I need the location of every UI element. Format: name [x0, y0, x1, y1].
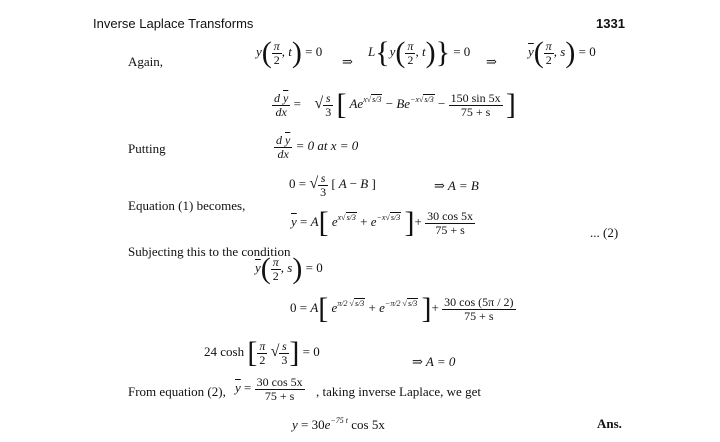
again-label: Again, — [128, 54, 164, 69]
final-rhs: cos 5x — [351, 417, 385, 432]
subjecting-label: Subjecting this to the condition — [128, 244, 291, 259]
cosh-equation: 24 cosh [ $\frac{\pi}{2}$ √ $\frac{s}{3}$ ] = 0 — [204, 336, 320, 370]
final-solution: $y = 30e^{-75 t}$ cos 5x — [292, 416, 385, 432]
numerator-150-sin: 150 sin 5x — [450, 91, 501, 105]
page-number: 1331 — [596, 16, 625, 31]
numerator-30-cos-final: 30 cos 5x — [256, 375, 303, 389]
ybar-expression: $\overline{y}$ = $\frac{30 \cos 5x}{75 + s}$ — [235, 375, 303, 403]
equation-1-becomes-label: Equation (1) becomes, — [128, 198, 246, 213]
numerator-30-cos: 30 cos 5x — [427, 209, 474, 223]
implies-a-zero: ⇒ A = 0 — [412, 354, 456, 369]
from-equation-2-label: From equation (2), — [128, 384, 226, 399]
dydx-zero-at-text: = 0 at x = 0 — [295, 138, 359, 154]
denominator-75-plus-s-3: 75 + s — [442, 309, 515, 323]
substituted-equation: 0 = A[ $e^{\pi/2 √s/3} + e^{-\pi/2 √s/3}$ ]+ $\frac{30 \cos (5\pi / 2)}{75 + s}$ — [290, 292, 514, 326]
denominator-75-plus-s-2: 75 + s — [425, 223, 475, 237]
implies-arrow-2: ⇒ — [486, 54, 497, 69]
a-minus-b-equation: 0 = √ $\frac{s}{3}$ [ A − B ] — [289, 171, 376, 199]
equation-tag-2: ... (2) — [590, 225, 619, 240]
running-header-title: Inverse Laplace Transforms — [93, 16, 254, 31]
laplace-boundary-equation: L{y( $\frac{\pi}{2}$ , t)} = 0 — [368, 36, 471, 70]
dydx-zero-condition: $\frac{d \overline{y}}{dx}$ = 0 at x = 0 — [276, 133, 359, 161]
answer-label: Ans. — [597, 416, 622, 431]
numerator-30-cos-pi: 30 cos (5π / 2) — [444, 295, 514, 309]
implies-arrow-1: ⇒ — [342, 54, 353, 69]
derivative-equation: $\frac{d \overline{y}}{dx}$ = √ $\frac{s}{3}$ [ $Ae^{x√s/3} - Be^{-x√s/3}$ − $\frac{150 \sin 5x}{75 + s}$ ] — [274, 88, 516, 122]
denominator-75-plus-s-4: 75 + s — [255, 389, 305, 403]
equation-2-solution: $\overline{y} = A$[ $e^{x√s/3} + e^{-x√s/3}$ ]+ $\frac{30 \cos 5x}{75 + s}$ — [291, 206, 474, 240]
putting-label: Putting — [128, 141, 166, 156]
boundary-condition-equation: y( $\frac{\pi}{2}$ , t) = 0 — [256, 36, 323, 70]
transformed-boundary-equation: $\overline{y}$( $\frac{\pi}{2}$ , s) = 0 — [528, 36, 596, 70]
transformed-condition: $\overline{y}$( $\frac{\pi}{2}$ , s) = 0 — [255, 252, 323, 286]
implies-a-equals-b: ⇒ A = B — [434, 178, 479, 193]
cosh-coefficient: 24 cosh — [204, 344, 245, 360]
denominator-75-plus-s: 75 + s — [449, 105, 503, 119]
taking-inverse-laplace-text: , taking inverse Laplace, we get — [316, 384, 481, 399]
